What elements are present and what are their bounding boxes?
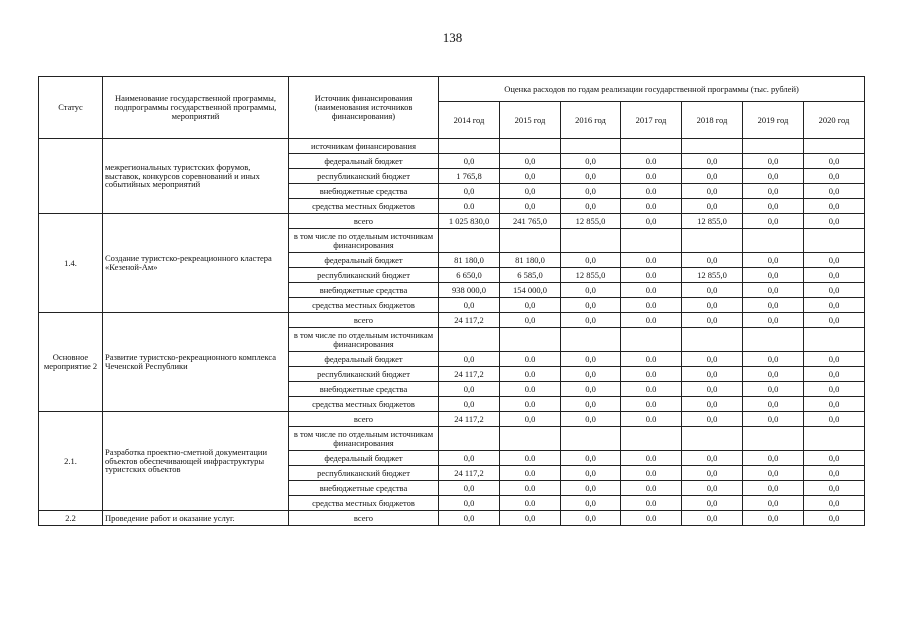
amount-cell: 0,0 [804, 496, 865, 511]
funding-source-cell: республиканский бюджет [289, 268, 439, 283]
header-name: Наименование государственной программы, подпрограммы государственной программы, мероприятий [103, 77, 289, 139]
amount-cell: 0.0 [621, 466, 682, 481]
amount-cell: 0,0 [804, 184, 865, 199]
status-cell: 2.2 [39, 511, 103, 526]
amount-cell: 0,0 [804, 466, 865, 481]
amount-cell: 0,0 [804, 451, 865, 466]
amount-cell: 0.0 [621, 253, 682, 268]
amount-cell: 0.0 [621, 511, 682, 526]
amount-cell: 0,0 [804, 283, 865, 298]
amount-cell: 0,0 [743, 352, 804, 367]
amount-cell: 0,0 [561, 199, 621, 214]
table-body [39, 139, 865, 526]
amount-cell: 0,0 [804, 154, 865, 169]
amount-cell: 0,0 [439, 451, 500, 466]
amount-cell: 0,0 [743, 481, 804, 496]
amount-cell: 0,0 [682, 154, 743, 169]
amount-cell: 0,0 [804, 169, 865, 184]
amount-cell: 0.0 [621, 199, 682, 214]
amount-cell: 0.0 [621, 496, 682, 511]
amount-cell: 0,0 [561, 382, 621, 397]
amount-cell: 0,0 [561, 184, 621, 199]
amount-cell: 0,0 [743, 298, 804, 313]
amount-cell: 0.0 [621, 268, 682, 283]
amount-cell: 0,0 [743, 511, 804, 526]
funding-source-cell: всего [289, 313, 439, 328]
amount-cell [804, 139, 865, 154]
amount-cell: 0,0 [439, 184, 500, 199]
amount-cell: 0,0 [743, 184, 804, 199]
amount-cell: 0,0 [561, 367, 621, 382]
amount-cell [682, 229, 743, 253]
amount-cell: 0,0 [682, 496, 743, 511]
amount-cell [561, 427, 621, 451]
status-cell: Основное мероприятие 2 [39, 313, 103, 412]
amount-cell: 0,0 [743, 268, 804, 283]
funding-source-cell: всего [289, 214, 439, 229]
amount-cell: 0,0 [682, 481, 743, 496]
amount-cell [500, 427, 561, 451]
amount-cell: 0,0 [561, 496, 621, 511]
amount-cell: 0,0 [804, 298, 865, 313]
amount-cell: 0.0 [621, 169, 682, 184]
amount-cell: 0,0 [804, 199, 865, 214]
amount-cell: 0,0 [439, 397, 500, 412]
amount-cell [621, 229, 682, 253]
funding-source-cell: средства местных бюджетов [289, 298, 439, 313]
table-row [39, 511, 865, 526]
amount-cell: 0,0 [561, 466, 621, 481]
amount-cell: 0,0 [682, 397, 743, 412]
amount-cell: 0,0 [743, 283, 804, 298]
funding-source-cell: республиканский бюджет [289, 169, 439, 184]
amount-cell: 0,0 [682, 412, 743, 427]
table-row [39, 313, 865, 328]
program-name-cell: межрегиональных туристских форумов, выставок, конкурсов соревнований и иных событийных мероприятий [103, 139, 289, 214]
status-cell [39, 139, 103, 214]
amount-cell: 0,0 [682, 382, 743, 397]
budget-table [38, 76, 865, 526]
amount-cell: 24 117,2 [439, 367, 500, 382]
funding-source-cell: в том числе по отдельным источникам финансирования [289, 427, 439, 451]
amount-cell: 0,0 [561, 451, 621, 466]
amount-cell: 0,0 [804, 382, 865, 397]
table-row [39, 139, 865, 154]
program-name-cell: Создание туристско-рекреационного кластера «Кезеной-Ам» [103, 214, 289, 313]
amount-cell [743, 427, 804, 451]
amount-cell: 0,0 [804, 481, 865, 496]
amount-cell: 12 855,0 [682, 268, 743, 283]
amount-cell: 0.0 [500, 496, 561, 511]
amount-cell: 154 000,0 [500, 283, 561, 298]
amount-cell: 0,0 [561, 154, 621, 169]
amount-cell: 0,0 [682, 466, 743, 481]
funding-source-cell: федеральный бюджет [289, 451, 439, 466]
funding-source-cell: федеральный бюджет [289, 253, 439, 268]
amount-cell [682, 139, 743, 154]
amount-cell: 0,0 [500, 298, 561, 313]
amount-cell: 0,0 [804, 268, 865, 283]
amount-cell [804, 229, 865, 253]
funding-source-cell: внебюджетные средства [289, 481, 439, 496]
amount-cell: 0,0 [804, 352, 865, 367]
amount-cell: 0,0 [682, 313, 743, 328]
amount-cell: 0,0 [500, 412, 561, 427]
amount-cell: 0,0 [561, 313, 621, 328]
amount-cell [439, 427, 500, 451]
amount-cell [439, 139, 500, 154]
amount-cell: 0,0 [439, 298, 500, 313]
funding-source-cell: федеральный бюджет [289, 154, 439, 169]
amount-cell: 24 117,2 [439, 412, 500, 427]
header-year-2019: 2019 год [743, 102, 804, 139]
program-name-cell: Разработка проектно-сметной документации объектов обеспечивающей инфраструктуры туристских объектов [103, 412, 289, 511]
amount-cell: 0,0 [682, 451, 743, 466]
amount-cell: 0,0 [561, 283, 621, 298]
amount-cell: 0,0 [743, 466, 804, 481]
amount-cell: 0,0 [804, 214, 865, 229]
header-year-2014: 2014 год [439, 102, 500, 139]
amount-cell [682, 328, 743, 352]
amount-cell: 0.0 [621, 283, 682, 298]
amount-cell: 0,0 [682, 283, 743, 298]
amount-cell: 0,0 [500, 313, 561, 328]
funding-source-cell: в том числе по отдельным источникам финансирования [289, 328, 439, 352]
amount-cell [743, 229, 804, 253]
table-header [39, 77, 865, 139]
funding-source-cell: средства местных бюджетов [289, 199, 439, 214]
amount-cell: 0,0 [804, 253, 865, 268]
amount-cell: 0,0 [439, 352, 500, 367]
amount-cell: 0.0 [621, 481, 682, 496]
amount-cell [561, 328, 621, 352]
amount-cell [561, 229, 621, 253]
amount-cell: 0,0 [743, 154, 804, 169]
amount-cell: 0,0 [439, 154, 500, 169]
amount-cell: 241 765,0 [500, 214, 561, 229]
amount-cell: 0.0 [621, 313, 682, 328]
amount-cell: 6 585,0 [500, 268, 561, 283]
funding-source-cell: средства местных бюджетов [289, 397, 439, 412]
header-year-2016: 2016 год [561, 102, 621, 139]
amount-cell: 0.0 [621, 298, 682, 313]
amount-cell: 0,0 [561, 511, 621, 526]
amount-cell: 12 855,0 [561, 268, 621, 283]
amount-cell: 81 180,0 [439, 253, 500, 268]
amount-cell: 0.0 [621, 382, 682, 397]
header-year-2017: 2017 год [621, 102, 682, 139]
amount-cell: 0,0 [561, 253, 621, 268]
amount-cell: 0.0 [621, 397, 682, 412]
header-year-2018: 2018 год [682, 102, 743, 139]
amount-cell: 0,0 [439, 511, 500, 526]
amount-cell: 0,0 [561, 169, 621, 184]
amount-cell: 0,0 [743, 214, 804, 229]
amount-cell [500, 229, 561, 253]
header-source: Источник финансирования (наименования источников финансирования) [289, 77, 439, 139]
amount-cell: 938 000,0 [439, 283, 500, 298]
funding-source-cell: всего [289, 511, 439, 526]
amount-cell: 0.0 [621, 352, 682, 367]
amount-cell: 0,0 [682, 352, 743, 367]
funding-source-cell: республиканский бюджет [289, 466, 439, 481]
status-cell: 2.1. [39, 412, 103, 511]
amount-cell: 0.0 [500, 451, 561, 466]
amount-cell [621, 328, 682, 352]
amount-cell [439, 229, 500, 253]
table-row [39, 412, 865, 427]
amount-cell: 0,0 [500, 169, 561, 184]
header-estimate: Оценка расходов по годам реализации государственной программы (тыс. рублей) [439, 77, 865, 102]
amount-cell [804, 328, 865, 352]
amount-cell: 0,0 [439, 481, 500, 496]
header-status: Статус [39, 77, 103, 139]
amount-cell: 0,0 [682, 199, 743, 214]
funding-source-cell: всего [289, 412, 439, 427]
amount-cell [439, 328, 500, 352]
amount-cell: 0,0 [561, 298, 621, 313]
amount-cell: 0,0 [561, 481, 621, 496]
amount-cell: 6 650,0 [439, 268, 500, 283]
amount-cell: 0,0 [743, 496, 804, 511]
amount-cell: 0,0 [682, 511, 743, 526]
amount-cell: 0.0 [621, 154, 682, 169]
amount-cell [743, 328, 804, 352]
amount-cell: 0.0 [500, 382, 561, 397]
funding-source-cell: внебюджетные средства [289, 184, 439, 199]
amount-cell: 0,0 [439, 382, 500, 397]
amount-cell: 0,0 [682, 184, 743, 199]
amount-cell: 24 117,2 [439, 313, 500, 328]
amount-cell: 0.0 [621, 412, 682, 427]
amount-cell [561, 139, 621, 154]
funding-source-cell: средства местных бюджетов [289, 496, 439, 511]
amount-cell: 0,0 [804, 511, 865, 526]
amount-cell: 0,0 [743, 367, 804, 382]
amount-cell: 0,0 [500, 184, 561, 199]
amount-cell: 0,0 [682, 298, 743, 313]
amount-cell: 0,0 [682, 169, 743, 184]
amount-cell: 0,0 [743, 382, 804, 397]
header-year-2020: 2020 год [804, 102, 865, 139]
amount-cell: 0,0 [743, 253, 804, 268]
amount-cell [682, 427, 743, 451]
amount-cell [621, 139, 682, 154]
amount-cell: 1 765,8 [439, 169, 500, 184]
amount-cell [500, 328, 561, 352]
amount-cell: 0.0 [621, 367, 682, 382]
funding-source-cell: федеральный бюджет [289, 352, 439, 367]
amount-cell: 1 025 830,0 [439, 214, 500, 229]
amount-cell: 0.0 [621, 451, 682, 466]
amount-cell: 0.0 [500, 352, 561, 367]
amount-cell: 0,0 [682, 367, 743, 382]
amount-cell: 0.0 [439, 199, 500, 214]
amount-cell: 0,0 [561, 352, 621, 367]
amount-cell: 0,0 [500, 199, 561, 214]
funding-source-cell: внебюджетные средства [289, 382, 439, 397]
header-year-2015: 2015 год [500, 102, 561, 139]
amount-cell: 0.0 [500, 481, 561, 496]
amount-cell: 12 855,0 [682, 214, 743, 229]
amount-cell: 0,0 [743, 412, 804, 427]
amount-cell [500, 139, 561, 154]
amount-cell [621, 427, 682, 451]
amount-cell: 0,0 [621, 214, 682, 229]
funding-source-cell: в том числе по отдельным источникам финансирования [289, 229, 439, 253]
amount-cell: 24 117,2 [439, 466, 500, 481]
amount-cell: 0,0 [500, 154, 561, 169]
amount-cell: 0,0 [500, 511, 561, 526]
amount-cell: 81 180,0 [500, 253, 561, 268]
table-row [39, 214, 865, 229]
program-name-cell: Развитие туристско-рекреационного комплекса Чеченской Республики [103, 313, 289, 412]
amount-cell: 12 855,0 [561, 214, 621, 229]
amount-cell: 0,0 [743, 451, 804, 466]
amount-cell: 0,0 [804, 412, 865, 427]
amount-cell: 0,0 [804, 367, 865, 382]
amount-cell: 0,0 [561, 397, 621, 412]
amount-cell: 0,0 [743, 313, 804, 328]
amount-cell: 0.0 [621, 184, 682, 199]
page-number: 138 [442, 30, 463, 45]
amount-cell: 0.0 [500, 367, 561, 382]
funding-source-cell: республиканский бюджет [289, 367, 439, 382]
funding-source-cell: внебюджетные средства [289, 283, 439, 298]
amount-cell: 0.0 [500, 466, 561, 481]
amount-cell: 0,0 [743, 397, 804, 412]
amount-cell: 0,0 [743, 199, 804, 214]
amount-cell [743, 139, 804, 154]
amount-cell: 0,0 [682, 253, 743, 268]
amount-cell: 0,0 [561, 412, 621, 427]
amount-cell: 0,0 [804, 313, 865, 328]
amount-cell: 0,0 [804, 397, 865, 412]
amount-cell: 0,0 [439, 496, 500, 511]
funding-source-cell: источникам финансирования [289, 139, 439, 154]
amount-cell: 0.0 [500, 397, 561, 412]
amount-cell [804, 427, 865, 451]
status-cell: 1.4. [39, 214, 103, 313]
program-name-cell: Проведение работ и оказание услуг. [103, 511, 289, 526]
amount-cell: 0,0 [743, 169, 804, 184]
